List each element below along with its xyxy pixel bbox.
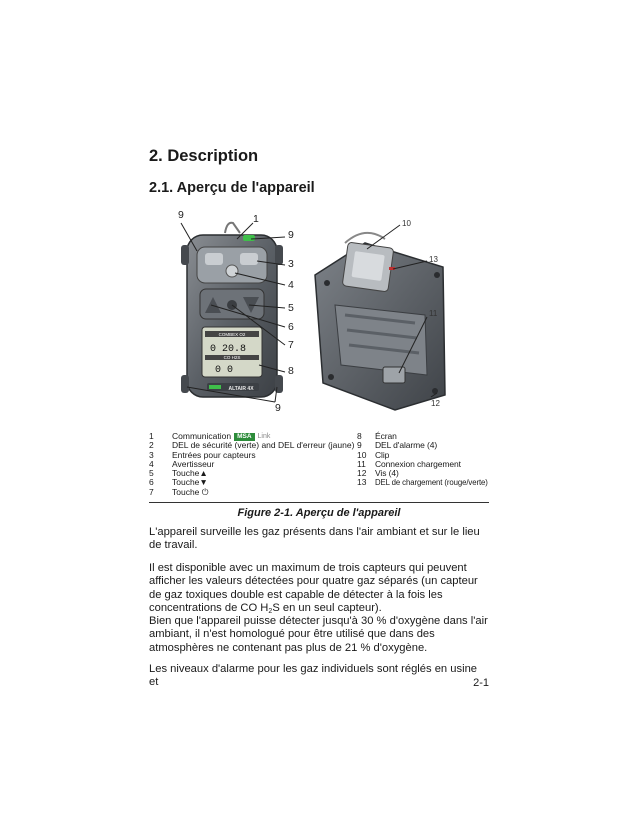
back-device: [315, 233, 445, 410]
msa-logo-icon: MSA: [234, 433, 254, 441]
legend-num: 5: [149, 468, 154, 479]
paragraph-2: Il est disponible avec un maximum de trois capteurs qui peuvent afficher les valeurs détectées pour quatre gaz séparés (un capteur de gaz toxiques double est capable de détecter à la fois les concentrations de CO $H_2S$ en un seul capteur).: [149, 562, 478, 616]
legend-num: 13: [357, 477, 367, 488]
callout-11: 11: [429, 309, 438, 318]
legend-text: DEL de chargement (rouge/verte): [375, 478, 488, 488]
callout-9a: 9: [178, 209, 184, 221]
legend-text: Avertisseur: [172, 458, 215, 469]
callout-10: 10: [402, 219, 411, 228]
svg-text:0 20.8: 0 20.8: [210, 344, 247, 355]
callout-12: 12: [431, 399, 440, 408]
legend-text: Touche▲: [172, 468, 208, 479]
callout-13: 13: [429, 255, 438, 264]
legend-text: DEL de sécurité (verte) and DEL d'erreur (jaune): [172, 440, 355, 451]
legend-num: 6: [149, 477, 154, 488]
legend-num: 7: [149, 486, 154, 497]
legend-num: 8: [357, 431, 362, 441]
callout-5: 5: [288, 302, 294, 314]
legend-text: DEL d'alarme (4): [375, 440, 438, 451]
legend-text: Connexion chargement: [375, 458, 461, 469]
legend-num: 12: [357, 468, 367, 479]
callout-8: 8: [288, 365, 294, 377]
paragraph-1: L'appareil surveille les gaz présents dans l'air ambiant et sur le lieu de travail.: [149, 526, 480, 552]
legend-text: Écran: [375, 431, 397, 441]
svg-text:ALTAIR 4X: ALTAIR 4X: [228, 386, 254, 392]
legend-num: 1: [149, 431, 154, 441]
callout-7: 7: [288, 339, 294, 351]
svg-text:COMBEX O2: COMBEX O2: [218, 332, 246, 337]
figure-legend: [149, 432, 489, 497]
svg-text:CO H2S: CO H2S: [223, 355, 241, 360]
paragraph-4: Les niveaux d'alarme pour les gaz individuels sont réglés en usine et: [149, 663, 478, 689]
legend-text: Clip: [375, 449, 390, 460]
callout-3: 3: [288, 258, 294, 270]
legend-num: 2: [149, 440, 154, 451]
legend-text: Vis (4): [375, 468, 399, 479]
legend-text: Entrées pour capteurs: [172, 449, 256, 460]
legend-text: Touche▼: [172, 477, 208, 488]
callout-9c: 9: [275, 402, 281, 414]
device-illustration: [145, 205, 495, 420]
legend-num: 10: [357, 449, 367, 460]
callout-6: 6: [288, 321, 294, 333]
legend-text: Touche ⏻: [172, 486, 209, 497]
caption-divider: [149, 502, 489, 503]
legend-num: 11: [357, 458, 366, 469]
legend-row: [149, 488, 489, 497]
link-icon: Link: [257, 433, 271, 441]
page-number: 2-1: [473, 677, 489, 689]
callout-1: 1: [253, 213, 259, 225]
legend-num: 3: [149, 449, 154, 460]
subsection-title: 2.1. Aperçu de l'appareil: [149, 180, 315, 196]
legend-num: 9: [357, 440, 362, 451]
svg-text:0 0: 0 0: [215, 365, 234, 376]
legend-text: Communication MSA Link: [172, 431, 271, 441]
callout-9b: 9: [288, 229, 294, 241]
legend-num: 4: [149, 458, 154, 469]
callout-4: 4: [288, 279, 294, 291]
section-title: 2. Description: [149, 147, 259, 165]
device-figure: [145, 205, 495, 420]
figure-caption: Figure 2-1. Aperçu de l'appareil: [237, 507, 401, 519]
paragraph-3: Bien que l'appareil puisse détecter jusqu'à 30 % d'oxygène dans l'air ambiant, il n'est homologué pour être utilisé que dans des atmosphères ne contenant pas plus de 21 % d'oxygène.: [149, 615, 488, 654]
